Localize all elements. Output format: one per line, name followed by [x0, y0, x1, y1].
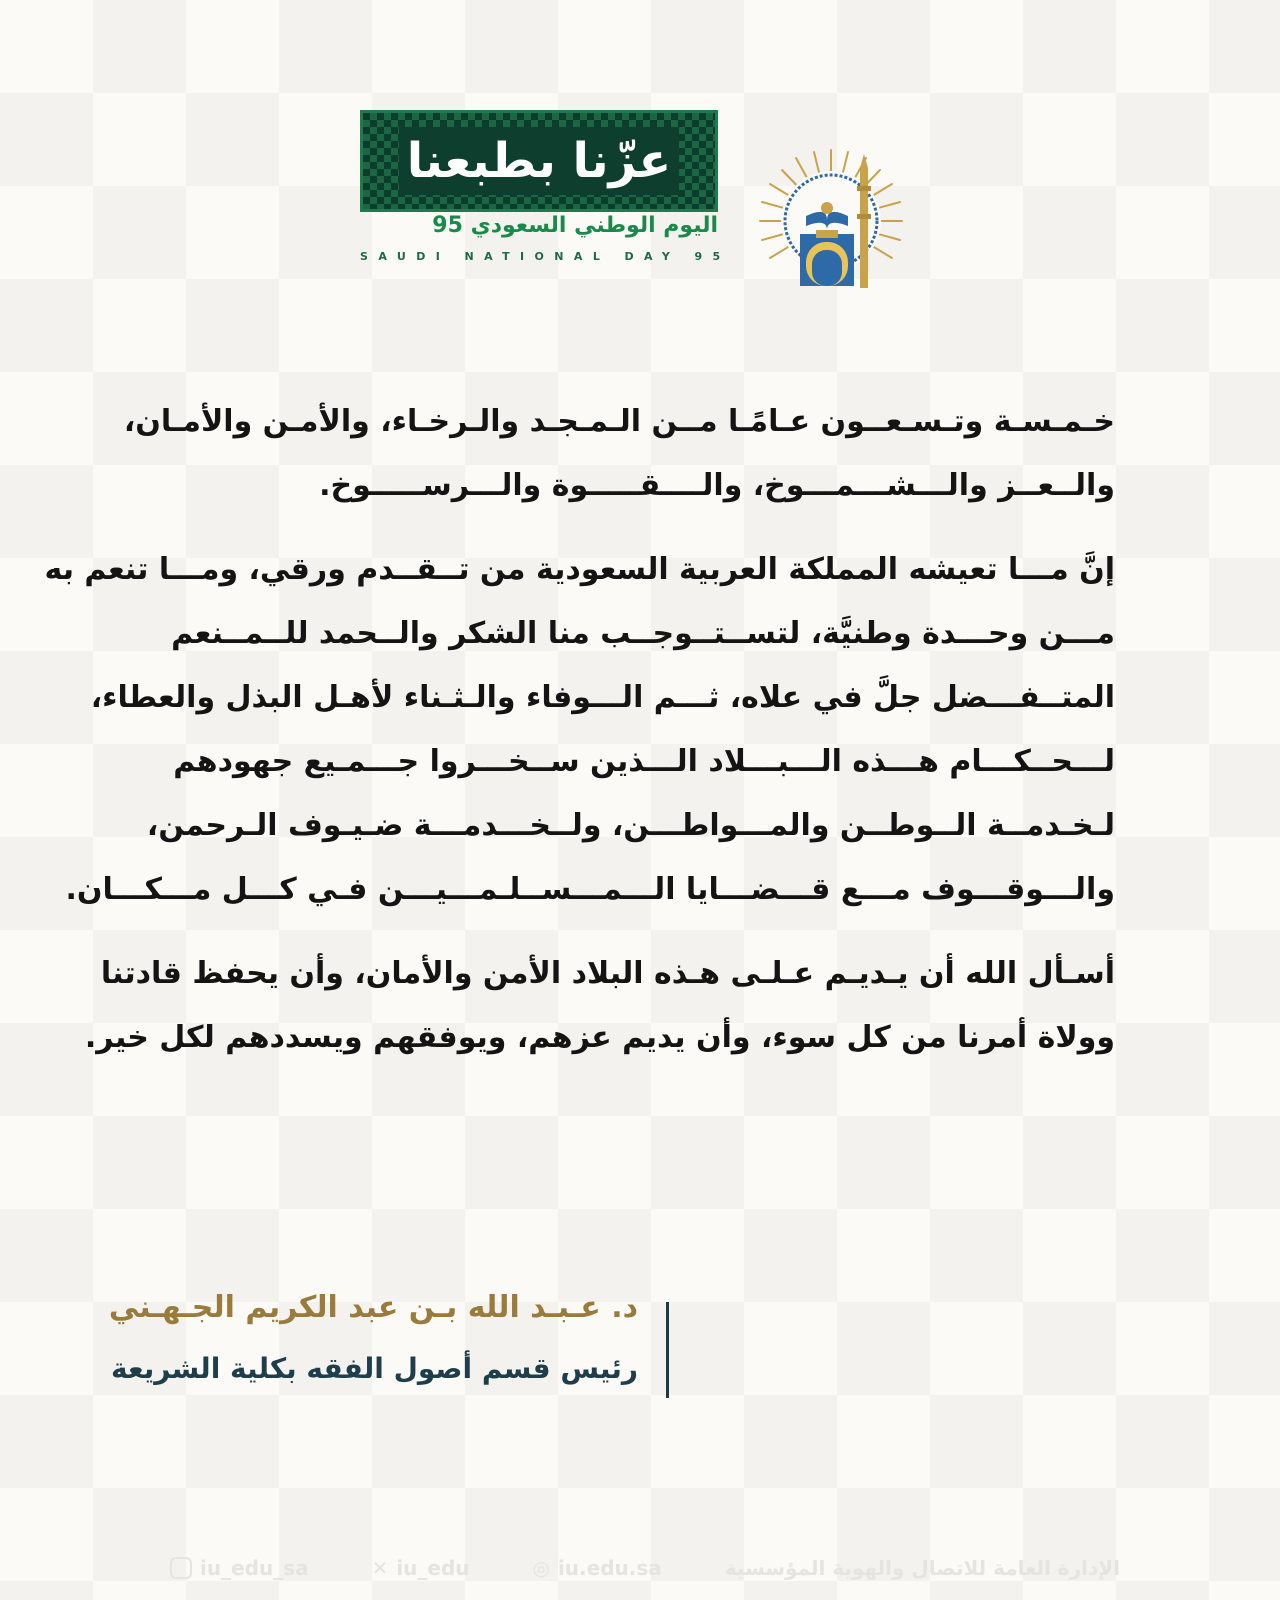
signature-name: د. عـبـد الله بـن عبد الكريم الجـهـني — [108, 1290, 638, 1325]
footer-org — [725, 1556, 1120, 1580]
national-day-english-subtitle: SAUDI NATIONAL DAY 95 — [360, 250, 731, 263]
national-day-title: عزّنا بطبعنا — [399, 127, 679, 195]
footer-org-name: الإدارة العامة للاتصال والهوية المؤسسية — [724, 1556, 1120, 1580]
paragraph-prayer — [84, 942, 1115, 1070]
footer — [170, 1550, 1120, 1586]
message-body — [44, 390, 1115, 1090]
paragraph-main — [44, 538, 1115, 922]
footer-x-handle: iu_edu — [396, 1556, 470, 1580]
footer-instagram-handle: iu_edu_sa — [200, 1556, 309, 1580]
globe-icon: ◎ — [532, 1556, 550, 1580]
text-line: مـــن وحـــدة وطنيَّة، لتســتــوجــب منا الشكر والــحمد للــمــنعم — [171, 616, 1115, 651]
signature-role: رئيس قسم أصول الفقه بكلية الشريعة — [110, 1352, 638, 1385]
text-line: لـخـدمــة الــوطــن والمـــواطـــن، ولــخـــدمـــة ضـيـوف الـرحمن، — [146, 808, 1115, 843]
footer-instagram[interactable] — [170, 1556, 309, 1580]
footer-website[interactable] — [532, 1556, 661, 1580]
footer-website-url: iu.edu.sa — [557, 1556, 662, 1580]
signature-divider — [666, 1302, 669, 1398]
text-line: أسـأل الله أن يـديـم عـلـى هـذه البلاد الأمن والأمان، وأن يحفظ قادتنا — [100, 956, 1115, 991]
paragraph-intro — [123, 390, 1115, 518]
national-day-banner — [360, 110, 718, 212]
text-line: المتــفـــضل جلَّ في علاه، ثـــم الـــوفاء والـثـناء لأهـل البذل والعطاء، — [90, 680, 1115, 715]
x-icon: ✕ — [371, 1556, 389, 1580]
university-logo — [756, 146, 906, 296]
university-emblem-icon — [756, 146, 906, 296]
national-day-arabic-subtitle: اليوم الوطني السعودي 95 — [432, 213, 718, 238]
footer-x[interactable] — [372, 1556, 470, 1580]
text-line: خـمـسـة وتـسـعــون عـامًـا مــن الـمـجـد والـرخـاء، والأمـن والأمـان، — [123, 404, 1115, 439]
text-line: وولاة أمرنا من كل سوء، وأن يديم عزهم، ويوفقهم ويسددهم لكل خير. — [84, 1020, 1115, 1055]
text-line: والــعــز والـــشـــمـــوخ، والــــقـــــوة والـــرســـــوخ. — [319, 468, 1115, 503]
text-line: إنَّ مـــا تعيشه المملكة العربية السعودية من تــقــدم ورقي، ومـــا تنعم به — [44, 552, 1115, 587]
text-line: لـــحــكـــام هـــذه الـــبـــلاد الـــذين ســخـــروا جـــمـيع جهودهم — [173, 744, 1115, 779]
national-day-logo — [360, 110, 731, 270]
instagram-icon — [170, 1557, 192, 1579]
text-line: والـــوقـــوف مـــع قـــضـــايا الـــمـــســلـمـــيـــن فـي كـــل مـــكـــان. — [65, 872, 1115, 907]
